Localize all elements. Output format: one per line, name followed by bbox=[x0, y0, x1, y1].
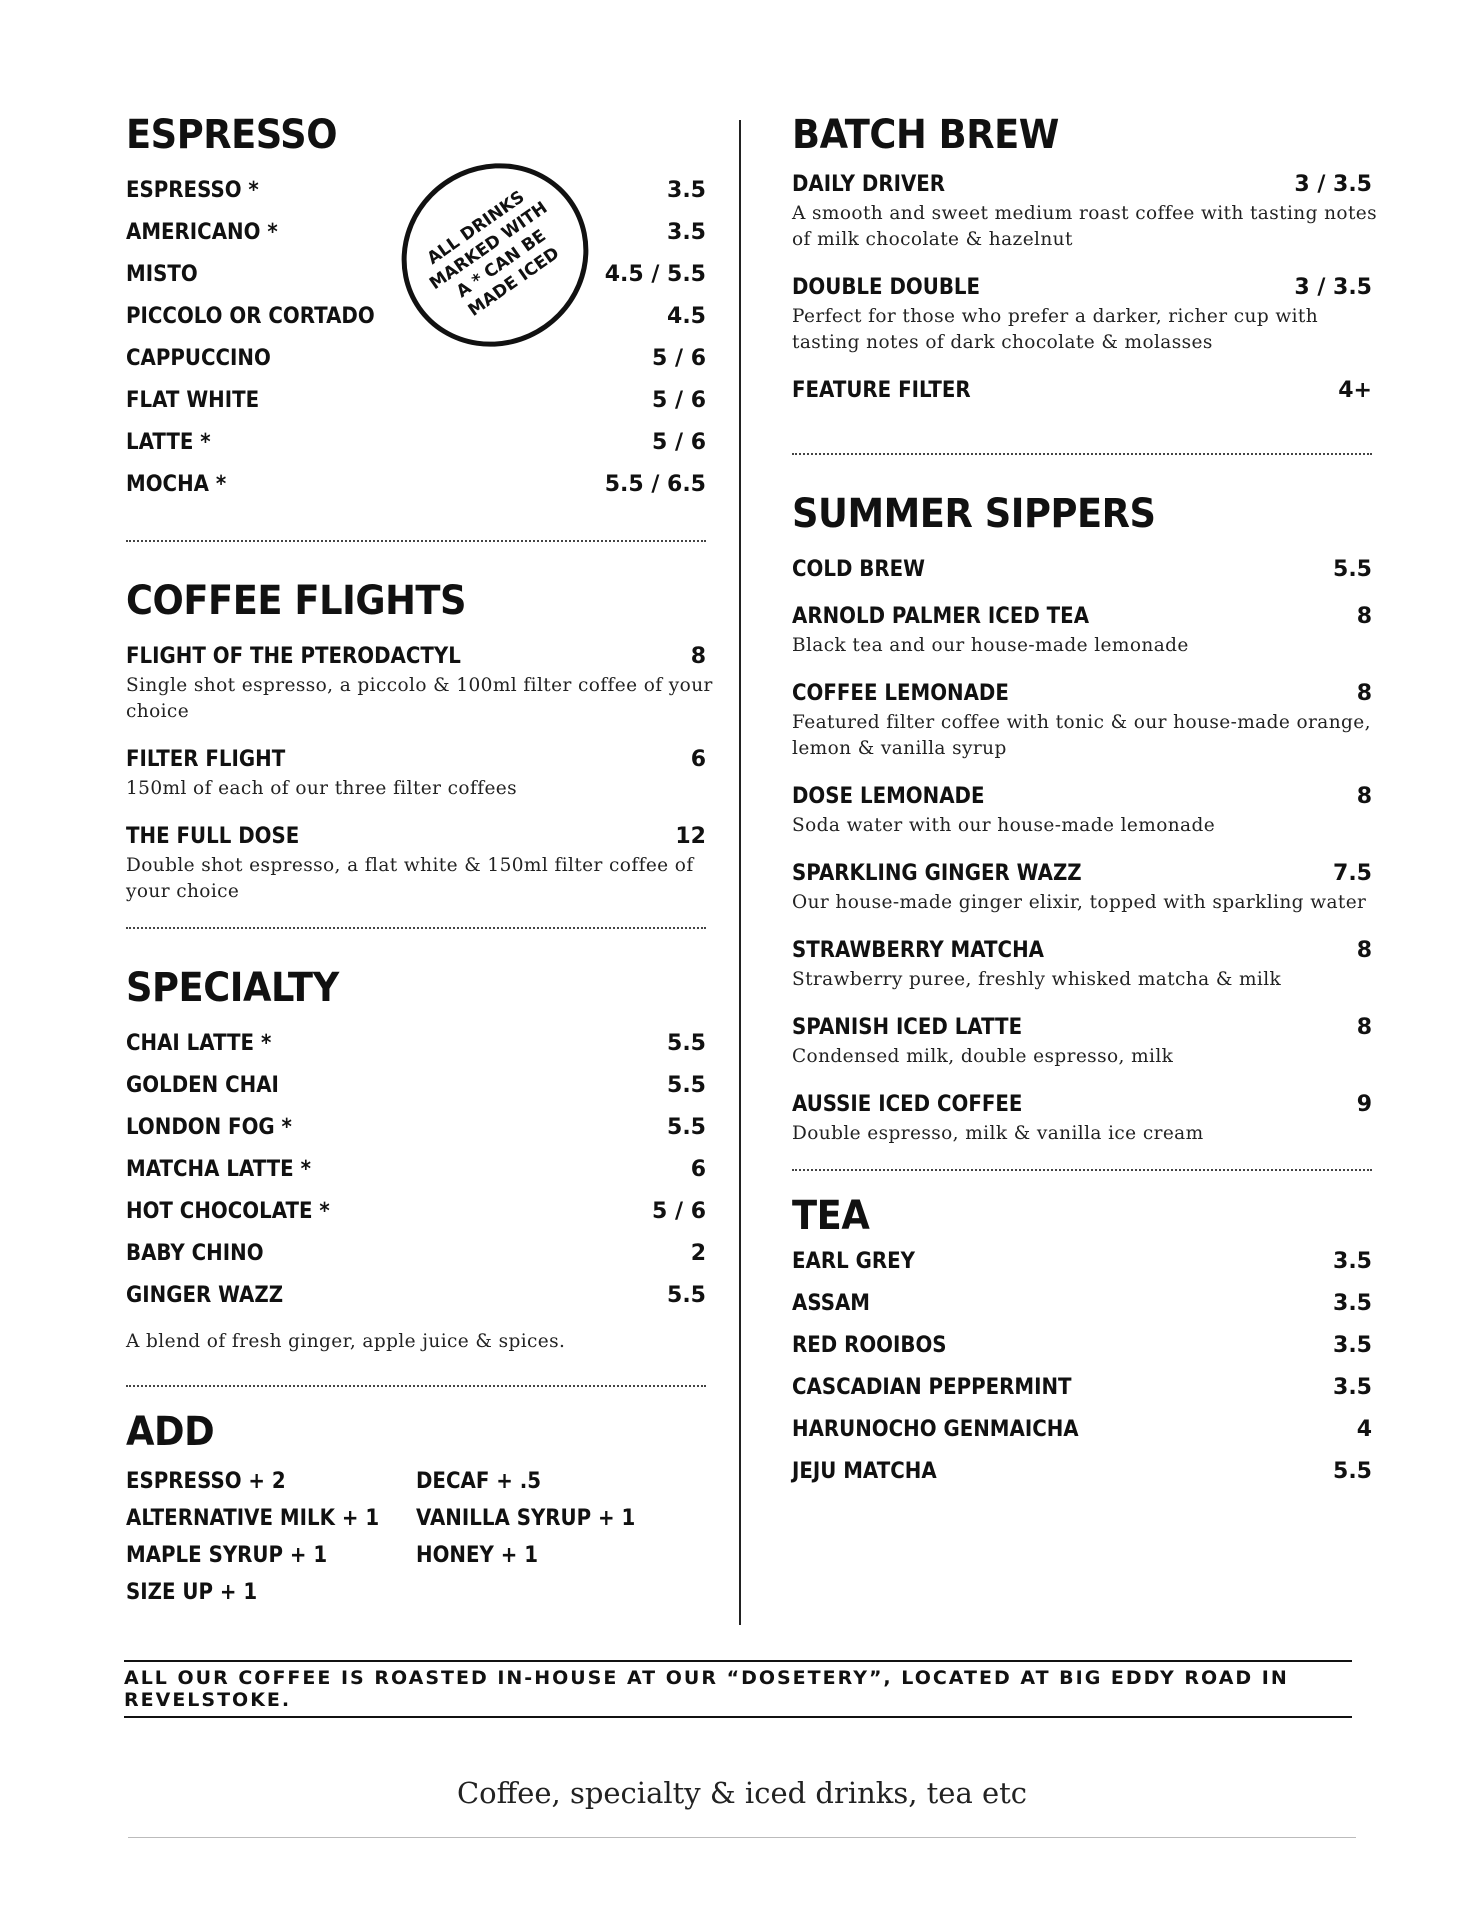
item-name: COFFEE LEMONADE bbox=[792, 681, 1009, 706]
menu-item bbox=[126, 644, 716, 725]
item-name: HOT CHOCOLATE * bbox=[126, 1199, 330, 1224]
item-price: 3.5 bbox=[667, 178, 706, 203]
item-price: 6 bbox=[690, 1157, 706, 1182]
menu-item bbox=[792, 172, 1382, 253]
specialty-title: SPECIALTY bbox=[126, 965, 339, 1011]
left-column bbox=[126, 112, 716, 1605]
menu-item bbox=[792, 681, 1382, 762]
add-on: HONEY + 1 bbox=[416, 1543, 538, 1568]
item-name: CASCADIAN PEPPERMINT bbox=[792, 1375, 1072, 1400]
item-description: Featured filter coffee with tonic & our house-made orange, lemon & vanilla syrup bbox=[792, 712, 1371, 759]
item-price: 4.5 / 5.5 bbox=[604, 262, 706, 287]
item-price: 4.5 bbox=[667, 304, 706, 329]
add-on: MAPLE SYRUP + 1 bbox=[126, 1543, 328, 1568]
menu-item bbox=[126, 430, 716, 472]
item-price: 5.5 bbox=[667, 1073, 706, 1098]
item-description: Black tea and our house-made lemonade bbox=[792, 635, 1189, 656]
item-price: 9 bbox=[1356, 1092, 1372, 1117]
right-column bbox=[792, 112, 1382, 1501]
menu-item bbox=[792, 378, 1382, 403]
item-name: LONDON FOG * bbox=[126, 1115, 292, 1140]
menu-item bbox=[792, 784, 1382, 839]
item-name: FILTER FLIGHT bbox=[126, 747, 286, 772]
item-name: FLAT WHITE bbox=[126, 388, 260, 413]
menu-item bbox=[792, 1417, 1382, 1459]
item-price: 5.5 / 6.5 bbox=[604, 472, 706, 497]
item-name: CAPPUCCINO bbox=[126, 346, 271, 371]
item-price: 4 bbox=[1356, 1417, 1372, 1442]
item-name: AUSSIE ICED COFFEE bbox=[792, 1092, 1023, 1117]
column-divider bbox=[739, 120, 741, 1625]
menu-item bbox=[126, 1283, 716, 1325]
item-description: Strawberry puree, freshly whisked matcha & milk bbox=[792, 969, 1282, 990]
tea-section bbox=[792, 1193, 1382, 1501]
item-description: Soda water with our house-made lemonade bbox=[792, 815, 1216, 836]
item-price: 5 / 6 bbox=[652, 1199, 706, 1224]
item-name: DOSE LEMONADE bbox=[792, 784, 985, 809]
menu-item bbox=[792, 604, 1382, 659]
menu-item bbox=[792, 1092, 1382, 1147]
item-price: 5 / 6 bbox=[652, 430, 706, 455]
menu-item bbox=[126, 1241, 716, 1283]
menu-item bbox=[126, 346, 716, 388]
menu-item bbox=[792, 938, 1382, 993]
add-section bbox=[126, 1409, 716, 1605]
item-price: 12 bbox=[675, 824, 706, 849]
item-name: COLD BREW bbox=[792, 557, 926, 582]
item-price: 3.5 bbox=[1333, 1333, 1372, 1358]
menu-item bbox=[126, 747, 716, 802]
menu-item bbox=[126, 824, 716, 905]
menu-item bbox=[126, 1031, 716, 1073]
menu-item bbox=[126, 472, 716, 514]
item-name: LATTE * bbox=[126, 430, 211, 455]
batch-brew-section bbox=[792, 112, 1382, 403]
item-price: 5 / 6 bbox=[652, 388, 706, 413]
tea-title: TEA bbox=[792, 1193, 870, 1239]
badge-text: ALL DRINKS MARKED WITH A * CAN BE MADE ICED bbox=[423, 187, 564, 321]
item-name: AMERICANO * bbox=[126, 220, 278, 245]
item-name: PICCOLO OR CORTADO bbox=[126, 304, 375, 329]
menu-item bbox=[792, 557, 1382, 582]
menu-item bbox=[126, 1157, 716, 1199]
item-name: HARUNOCHO GENMAICHA bbox=[792, 1417, 1079, 1442]
item-name: ASSAM bbox=[792, 1291, 870, 1316]
summer-sippers-section bbox=[792, 491, 1382, 1147]
item-price: 3.5 bbox=[1333, 1375, 1372, 1400]
item-description: 150ml of each of our three filter coffees bbox=[126, 778, 518, 799]
item-name: JEJU MATCHA bbox=[792, 1459, 937, 1484]
espresso-title: ESPRESSO bbox=[126, 112, 338, 158]
add-on: SIZE UP + 1 bbox=[126, 1580, 258, 1605]
coffee-flights-title: COFFEE FLIGHTS bbox=[126, 578, 467, 624]
add-on: VANILLA SYRUP + 1 bbox=[416, 1506, 636, 1531]
roasting-note: ALL OUR COFFEE IS ROASTED IN-HOUSE AT OUR “DOSETERY”, LOCATED AT BIG EDDY ROAD IN REVELSTOKE. bbox=[124, 1667, 1289, 1711]
item-price: 8 bbox=[690, 644, 706, 669]
item-price: 4+ bbox=[1338, 378, 1372, 403]
item-name: FEATURE FILTER bbox=[792, 378, 971, 403]
menu-item bbox=[792, 861, 1382, 916]
item-price: 8 bbox=[1356, 784, 1372, 809]
item-name: FLIGHT OF THE PTERODACTYL bbox=[126, 644, 461, 669]
item-name: EARL GREY bbox=[792, 1249, 915, 1274]
menu-item bbox=[792, 1333, 1382, 1375]
menu-item bbox=[792, 1015, 1382, 1070]
item-price: 8 bbox=[1356, 604, 1372, 629]
section-divider bbox=[792, 1169, 1372, 1171]
item-price: 3 / 3.5 bbox=[1294, 172, 1372, 197]
item-name: SPARKLING GINGER WAZZ bbox=[792, 861, 1082, 886]
item-price: 3 / 3.5 bbox=[1294, 275, 1372, 300]
menu-item bbox=[792, 1249, 1382, 1291]
item-name: ARNOLD PALMER ICED TEA bbox=[792, 604, 1090, 629]
add-title: ADD bbox=[126, 1409, 215, 1455]
item-description: Single shot espresso, a piccolo & 100ml filter coffee of your choice bbox=[126, 675, 713, 722]
item-price: 5.5 bbox=[1333, 1459, 1372, 1484]
menu-item bbox=[126, 388, 716, 430]
coffee-flights-section bbox=[126, 578, 716, 905]
item-name: DAILY DRIVER bbox=[792, 172, 946, 197]
specialty-section bbox=[126, 965, 716, 1355]
menu-item bbox=[126, 1115, 716, 1157]
item-name: STRAWBERRY MATCHA bbox=[792, 938, 1044, 963]
item-price: 5 / 6 bbox=[652, 346, 706, 371]
menu-item bbox=[792, 1375, 1382, 1417]
item-price: 2 bbox=[690, 1241, 706, 1266]
item-price: 5.5 bbox=[667, 1031, 706, 1056]
add-ons-grid bbox=[126, 1469, 716, 1605]
item-description: Double shot espresso, a flat white & 150ml filter coffee of your choice bbox=[126, 855, 694, 902]
item-description: A blend of fresh ginger, apple juice & spices. bbox=[126, 1331, 566, 1352]
section-divider bbox=[126, 927, 706, 929]
item-name: MOCHA * bbox=[126, 472, 227, 497]
summer-sippers-title: SUMMER SIPPERS bbox=[792, 491, 1156, 537]
item-price: 8 bbox=[1356, 681, 1372, 706]
item-name: THE FULL DOSE bbox=[126, 824, 300, 849]
batch-brew-title: BATCH BREW bbox=[792, 112, 1059, 158]
menu-item bbox=[792, 1291, 1382, 1333]
item-price: 3.5 bbox=[1333, 1249, 1372, 1274]
item-name: MISTO bbox=[126, 262, 198, 287]
item-price: 6 bbox=[690, 747, 706, 772]
item-price: 3.5 bbox=[1333, 1291, 1372, 1316]
item-name: GOLDEN CHAI bbox=[126, 1073, 279, 1098]
item-name: CHAI LATTE * bbox=[126, 1031, 272, 1056]
item-name: DOUBLE DOUBLE bbox=[792, 275, 981, 300]
item-description: A smooth and sweet medium roast coffee with tasting notes of milk chocolate & hazelnut bbox=[792, 203, 1378, 250]
item-description: Our house-made ginger elixir, topped with sparkling water bbox=[792, 892, 1367, 913]
add-on: ALTERNATIVE MILK + 1 bbox=[126, 1506, 380, 1531]
item-description: Perfect for those who prefer a darker, richer cup with tasting notes of dark chocolate & molasses bbox=[792, 306, 1319, 353]
menu-item bbox=[126, 1199, 716, 1241]
section-divider bbox=[126, 540, 706, 542]
section-divider bbox=[126, 1385, 706, 1387]
item-price: 5.5 bbox=[1333, 557, 1372, 582]
item-price: 8 bbox=[1356, 938, 1372, 963]
section-divider bbox=[792, 453, 1372, 455]
menu-item bbox=[792, 1459, 1382, 1501]
item-name: RED ROOIBOS bbox=[792, 1333, 947, 1358]
item-name: GINGER WAZZ bbox=[126, 1283, 284, 1308]
menu-caption: Coffee, specialty & iced drinks, tea etc bbox=[456, 1776, 1028, 1810]
menu-item bbox=[792, 275, 1382, 356]
item-name: BABY CHINO bbox=[126, 1241, 264, 1266]
item-name: MATCHA LATTE * bbox=[126, 1157, 311, 1182]
item-name: ESPRESSO * bbox=[126, 178, 259, 203]
item-price: 5.5 bbox=[667, 1283, 706, 1308]
item-price: 7.5 bbox=[1333, 861, 1372, 886]
menu-item bbox=[126, 1073, 716, 1115]
add-on: DECAF + .5 bbox=[416, 1469, 542, 1494]
item-price: 5.5 bbox=[667, 1115, 706, 1140]
item-description: Condensed milk, double espresso, milk bbox=[792, 1046, 1174, 1067]
caption-divider bbox=[128, 1837, 1356, 1838]
roasting-note-band bbox=[124, 1660, 1352, 1718]
add-on: ESPRESSO + 2 bbox=[126, 1469, 286, 1494]
item-price: 8 bbox=[1356, 1015, 1372, 1040]
item-description: Double espresso, milk & vanilla ice cream bbox=[792, 1123, 1204, 1144]
item-name: SPANISH ICED LATTE bbox=[792, 1015, 1023, 1040]
item-price: 3.5 bbox=[667, 220, 706, 245]
